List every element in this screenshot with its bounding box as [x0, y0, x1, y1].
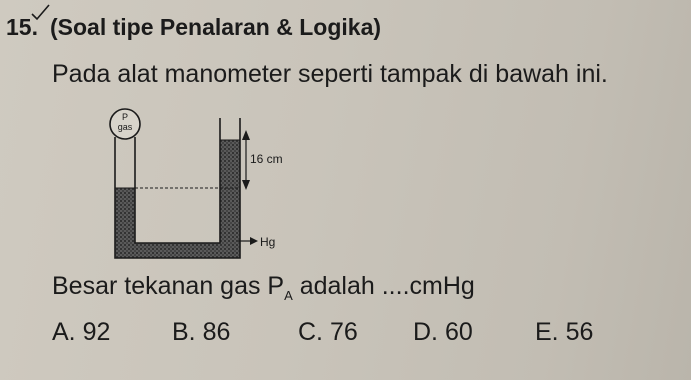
option-e[interactable] — [535, 318, 593, 347]
question-title: (Soal tipe Penalaran & Logika) — [50, 14, 382, 40]
option-letter: B. — [172, 318, 196, 346]
option-value: 76 — [329, 318, 358, 346]
option-letter: E. — [535, 318, 559, 346]
prompt-before: Besar tekanan gas P — [52, 272, 285, 300]
checkmark-icon — [30, 2, 52, 24]
option-value: 92 — [82, 318, 111, 346]
option-value: 56 — [565, 318, 594, 346]
bulb-label-gas: gas — [117, 122, 133, 132]
option-letter: C. — [298, 318, 323, 346]
prompt-subscript: A — [284, 288, 293, 303]
option-d[interactable] — [413, 318, 473, 347]
question-number: 15. — [6, 14, 38, 40]
option-c[interactable] — [298, 318, 358, 347]
option-letter: D. — [413, 318, 438, 346]
fluid-label: Hg — [260, 235, 276, 249]
option-letter: A. — [52, 318, 76, 346]
question-intro: Pada alat manometer seperti tampak di bawah ini. — [52, 60, 608, 88]
height-label: 16 cm — [250, 152, 283, 166]
mercury-fluid — [115, 140, 240, 258]
option-value: 60 — [444, 318, 473, 346]
option-value: 86 — [202, 318, 231, 346]
question-prompt — [52, 272, 475, 303]
option-a[interactable] — [52, 318, 110, 347]
bulb-label-p: P — [121, 112, 129, 122]
option-b[interactable] — [172, 318, 230, 347]
prompt-after: adalah ....cmHg — [292, 272, 475, 300]
manometer-diagram — [100, 100, 300, 260]
